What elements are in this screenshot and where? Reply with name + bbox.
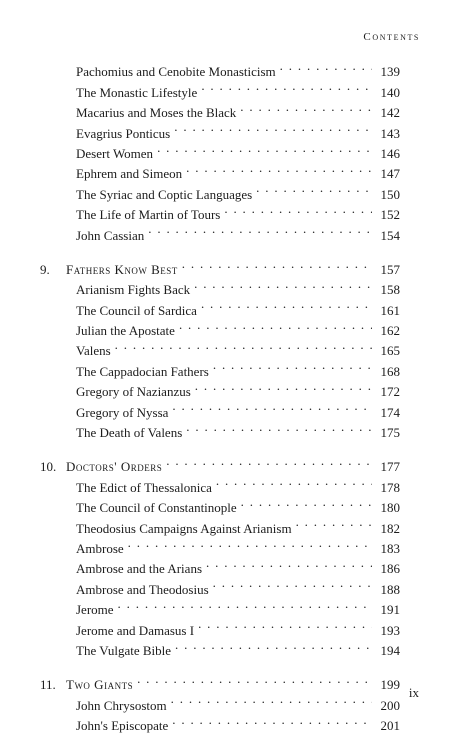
entry-page-number: 175 — [380, 425, 400, 441]
entry-page-number: 162 — [380, 323, 400, 339]
entry-title: The Death of Valens — [76, 425, 183, 441]
toc-entry[interactable] — [40, 689, 400, 713]
entry-page-number: 150 — [380, 186, 400, 202]
entry-title: The Council of Constantinople — [76, 500, 237, 516]
dot-leader — [240, 97, 372, 117]
chapter-page-number: 157 — [380, 261, 400, 277]
toc-entry[interactable] — [40, 635, 400, 658]
entry-page-number: 201 — [380, 718, 400, 734]
entry-page-number: 188 — [380, 581, 400, 597]
toc-entry[interactable] — [40, 594, 400, 618]
chapter-number: 11. — [40, 677, 56, 693]
entry-title: The Cappadocian Fathers — [76, 363, 209, 379]
chapter-title-text: Doctors' Orders — [66, 459, 163, 475]
entry-page-number: 180 — [380, 500, 400, 516]
toc-entry[interactable] — [40, 335, 400, 359]
chapter-title-text: Fathers Know Best — [66, 261, 178, 277]
dot-leader — [213, 355, 372, 375]
dot-leader — [213, 573, 372, 593]
dot-leader — [296, 512, 372, 532]
entry-page-number: 191 — [380, 602, 400, 618]
entry-page-number: 178 — [380, 479, 400, 495]
toc-entry[interactable] — [40, 376, 400, 400]
dot-leader — [256, 178, 372, 198]
entry-title: The Council of Sardica — [76, 302, 197, 318]
dot-leader — [137, 669, 372, 689]
dot-leader — [206, 553, 372, 573]
entry-title: John's Episcopate — [76, 718, 169, 734]
entry-title: Ephrem and Simeon — [76, 166, 183, 182]
entry-title: Macarius and Moses the Black — [76, 105, 237, 121]
toc-entry[interactable] — [40, 492, 400, 516]
entry-title: Desert Women — [76, 145, 154, 161]
dot-leader — [201, 76, 372, 96]
toc-chapter-heading[interactable] — [40, 254, 400, 277]
entry-title: The Edict of Thessalonica — [76, 479, 212, 495]
entry-title: Ambrose and the Arians — [76, 561, 203, 577]
entry-page-number: 168 — [380, 363, 400, 379]
toc-entry[interactable] — [40, 158, 400, 182]
entry-page-number: 193 — [380, 622, 400, 638]
dot-leader — [175, 635, 372, 655]
dot-leader — [195, 376, 372, 396]
toc-entry[interactable] — [40, 97, 400, 121]
table-of-contents — [40, 56, 400, 734]
chapter-title-text: Two Giants — [66, 677, 134, 693]
entry-title: The Syriac and Coptic Languages — [76, 186, 253, 202]
entry-title: Valens — [76, 343, 111, 359]
entry-title: Julian the Apostate — [76, 323, 175, 339]
dot-leader — [186, 158, 372, 178]
entry-page-number: 182 — [380, 520, 400, 536]
page-folio: ix — [408, 685, 419, 700]
entry-title: Ambrose and Theodosius — [76, 581, 209, 597]
toc-entry[interactable] — [40, 76, 400, 100]
toc-entry[interactable] — [40, 614, 400, 638]
dot-leader — [172, 396, 372, 416]
chapter-number: 9. — [40, 261, 50, 277]
entry-page-number: 186 — [380, 561, 400, 577]
dot-leader — [182, 254, 372, 274]
dot-leader — [216, 471, 372, 491]
toc-entry[interactable] — [40, 553, 400, 577]
entry-page-number: 200 — [380, 697, 400, 713]
toc-chapter-heading[interactable] — [40, 669, 400, 693]
entry-page-number: 139 — [380, 64, 400, 80]
dot-leader — [115, 335, 372, 355]
entry-page-number: 143 — [380, 125, 400, 141]
entry-page-number: 165 — [380, 343, 400, 359]
entry-page-number: 146 — [380, 145, 400, 161]
toc-entry[interactable] — [40, 199, 400, 223]
dot-leader — [201, 294, 372, 314]
entry-page-number: 154 — [380, 227, 400, 243]
toc-entry[interactable] — [40, 219, 400, 243]
toc-entry[interactable] — [40, 117, 400, 141]
dot-leader — [224, 199, 372, 219]
toc-entry[interactable] — [40, 533, 400, 556]
toc-entry[interactable] — [40, 274, 400, 298]
entry-page-number: 194 — [380, 642, 400, 658]
toc-entry[interactable] — [40, 355, 400, 379]
dot-leader — [174, 117, 372, 137]
dot-leader — [157, 138, 372, 158]
entry-title: Gregory of Nyssa — [76, 404, 169, 420]
entry-title: Theodosius Campaigns Against Arianism — [76, 520, 292, 536]
dot-leader — [118, 594, 372, 614]
toc-entry[interactable] — [40, 573, 400, 597]
toc-chapter-heading[interactable] — [40, 451, 400, 475]
toc-entry[interactable] — [40, 471, 400, 495]
toc-entry[interactable] — [40, 138, 400, 161]
entry-title: The Monastic Lifestyle — [76, 84, 198, 100]
entry-page-number: 183 — [380, 540, 400, 556]
dot-leader — [194, 274, 372, 294]
dot-leader — [128, 533, 372, 553]
entry-title: John Cassian — [76, 227, 145, 243]
entry-title: The Vulgate Bible — [76, 642, 172, 658]
entry-title: Gregory of Nazianzus — [76, 384, 191, 400]
entry-page-number: 172 — [380, 384, 400, 400]
entry-title: Ambrose — [76, 540, 124, 556]
dot-leader — [198, 614, 372, 634]
entry-title: John Chrysostom — [76, 697, 167, 713]
dot-leader — [280, 56, 372, 76]
entry-title: Arianism Fights Back — [76, 282, 191, 298]
chapter-number: 10. — [40, 459, 57, 475]
toc-entry[interactable] — [40, 315, 400, 339]
dot-leader — [241, 492, 372, 512]
entry-page-number: 140 — [380, 84, 400, 100]
entry-title: Evagrius Ponticus — [76, 125, 171, 141]
entry-title: Jerome and Damasus I — [76, 622, 195, 638]
entry-page-number: 174 — [380, 404, 400, 420]
toc-entry[interactable] — [40, 56, 400, 80]
toc-entry[interactable] — [40, 512, 400, 536]
entry-title: Pachomius and Cenobite Monasticism — [76, 64, 276, 80]
entry-page-number: 142 — [380, 105, 400, 121]
toc-entry[interactable] — [40, 396, 400, 420]
entry-page-number: 152 — [380, 207, 400, 223]
toc-entry[interactable] — [40, 417, 400, 441]
dot-leader — [186, 417, 372, 437]
entry-page-number: 161 — [380, 302, 400, 318]
toc-entry[interactable] — [40, 294, 400, 318]
running-head: Contents — [363, 31, 420, 43]
toc-entry[interactable] — [40, 178, 400, 202]
chapter-page-number: 177 — [380, 459, 400, 475]
entry-title: The Life of Martin of Tours — [76, 207, 221, 223]
dot-leader — [148, 219, 372, 239]
dot-leader — [166, 451, 372, 471]
dot-leader — [171, 689, 372, 709]
entry-page-number: 158 — [380, 282, 400, 298]
chapter-page-number: 199 — [380, 677, 400, 693]
entry-title: Jerome — [76, 602, 114, 618]
entry-page-number: 147 — [380, 166, 400, 182]
dot-leader — [179, 315, 372, 335]
